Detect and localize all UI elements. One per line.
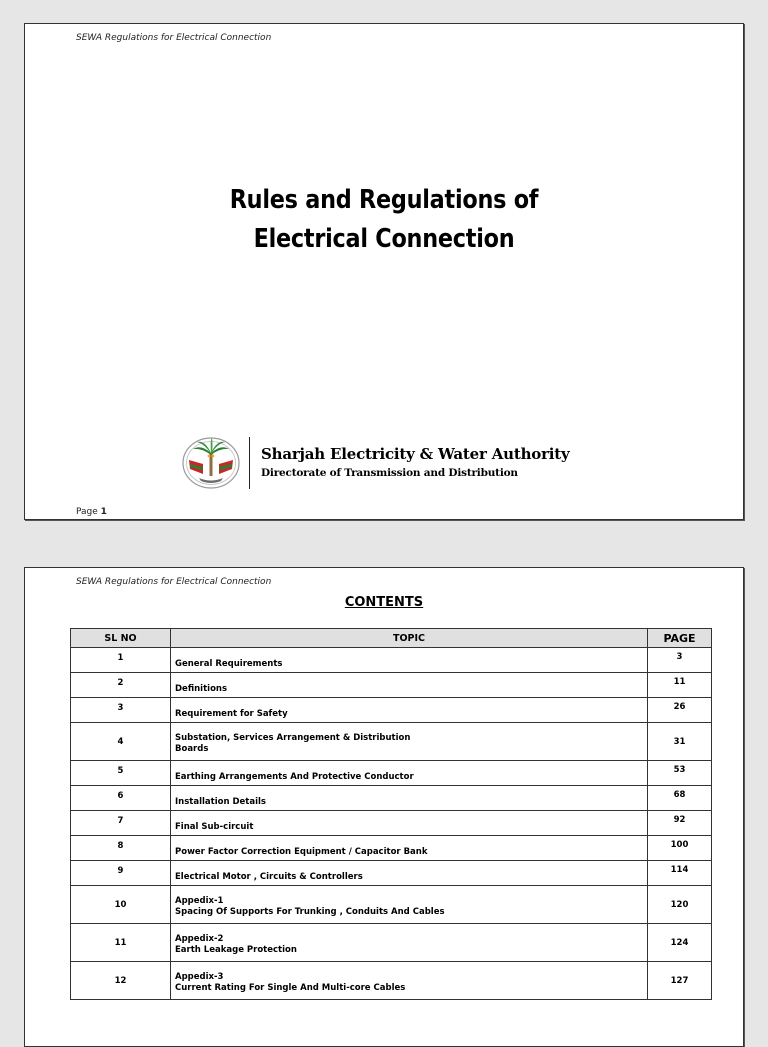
contents-title: CONTENTS	[344, 595, 424, 610]
document-title-line-2: Electrical Connection	[253, 224, 515, 254]
table-row	[71, 786, 712, 811]
sewa-emblem-palm-tree-icon	[181, 436, 241, 490]
row-sl-no: 8	[71, 836, 171, 861]
row-topic	[171, 836, 648, 861]
row-topic-line: Spacing Of Supports For Trunking , Conduits And Cables	[175, 907, 445, 917]
contents-table	[70, 628, 712, 1000]
row-topic	[171, 648, 648, 673]
row-topic-line: Earthing Arrangements And Protective Conductor	[175, 772, 414, 782]
contents-page	[24, 567, 744, 1047]
row-page-number: 114	[648, 861, 712, 886]
row-topic-line: Requirement for Safety	[175, 709, 288, 719]
row-topic	[171, 723, 648, 761]
column-header-sl-no: SL NO	[71, 629, 171, 648]
row-topic	[171, 962, 648, 1000]
row-page-number: 120	[648, 886, 712, 924]
table-row	[71, 962, 712, 1000]
table-row	[71, 924, 712, 962]
table-row	[71, 836, 712, 861]
row-topic-line: Appedix-2	[175, 934, 224, 944]
row-page-number: 31	[648, 723, 712, 761]
column-header-topic: TOPIC	[171, 629, 648, 648]
table-row	[71, 761, 712, 786]
row-topic-line: Electrical Motor , Circuits & Controllers	[175, 872, 363, 882]
row-sl-no: 4	[71, 723, 171, 761]
row-topic-line: Power Factor Correction Equipment / Capacitor Bank	[175, 847, 428, 857]
cover-page	[24, 23, 744, 520]
page-number-label: Page	[76, 507, 98, 517]
row-page-number: 3	[648, 648, 712, 673]
row-topic-line: Final Sub-circuit	[175, 822, 254, 832]
running-header: SEWA Regulations for Electrical Connection	[76, 577, 272, 587]
row-page-number: 11	[648, 673, 712, 698]
row-page-number: 68	[648, 786, 712, 811]
row-sl-no: 3	[71, 698, 171, 723]
organization-brand	[181, 436, 601, 490]
row-sl-no: 12	[71, 962, 171, 1000]
row-sl-no: 10	[71, 886, 171, 924]
page-number	[76, 507, 107, 517]
row-sl-no: 7	[71, 811, 171, 836]
row-page-number: 100	[648, 836, 712, 861]
table-row	[71, 886, 712, 924]
row-page-number: 124	[648, 924, 712, 962]
row-topic-line: Current Rating For Single And Multi-core Cables	[175, 983, 406, 993]
table-row	[71, 673, 712, 698]
contents-table-header	[71, 629, 712, 648]
row-sl-no: 5	[71, 761, 171, 786]
row-sl-no: 9	[71, 861, 171, 886]
table-row	[71, 648, 712, 673]
row-topic-line: Appedix-1	[175, 896, 224, 906]
contents-table-body	[71, 648, 712, 1000]
row-topic-line: Substation, Services Arrangement & Distribution	[175, 733, 411, 743]
row-topic-line: Installation Details	[175, 797, 266, 807]
table-row	[71, 723, 712, 761]
row-page-number: 92	[648, 811, 712, 836]
running-header: SEWA Regulations for Electrical Connection	[76, 33, 272, 43]
row-topic-line: Definitions	[175, 684, 228, 694]
directorate-name: Directorate of Transmission and Distribution	[261, 467, 518, 479]
row-topic-line: General Requirements	[175, 659, 283, 669]
row-topic-line: Earth Leakage Protection	[175, 945, 297, 955]
document-title-line-1: Rules and Regulations of	[229, 185, 539, 215]
row-topic	[171, 924, 648, 962]
row-sl-no: 6	[71, 786, 171, 811]
table-row	[71, 861, 712, 886]
row-sl-no: 1	[71, 648, 171, 673]
row-page-number: 127	[648, 962, 712, 1000]
row-topic-line: Boards	[175, 744, 209, 754]
column-header-page: PAGE	[648, 629, 712, 648]
row-topic	[171, 886, 648, 924]
brand-divider	[249, 437, 250, 489]
row-topic	[171, 698, 648, 723]
row-page-number: 53	[648, 761, 712, 786]
row-topic	[171, 761, 648, 786]
row-topic	[171, 861, 648, 886]
organization-name: Sharjah Electricity & Water Authority	[261, 445, 570, 463]
row-topic-line: Appedix-3	[175, 972, 224, 982]
table-row	[71, 811, 712, 836]
row-page-number: 26	[648, 698, 712, 723]
row-topic	[171, 786, 648, 811]
row-topic	[171, 673, 648, 698]
row-sl-no: 11	[71, 924, 171, 962]
table-row	[71, 698, 712, 723]
row-sl-no: 2	[71, 673, 171, 698]
document-title	[75, 181, 692, 259]
page-number-value: 1	[100, 507, 107, 517]
row-topic	[171, 811, 648, 836]
